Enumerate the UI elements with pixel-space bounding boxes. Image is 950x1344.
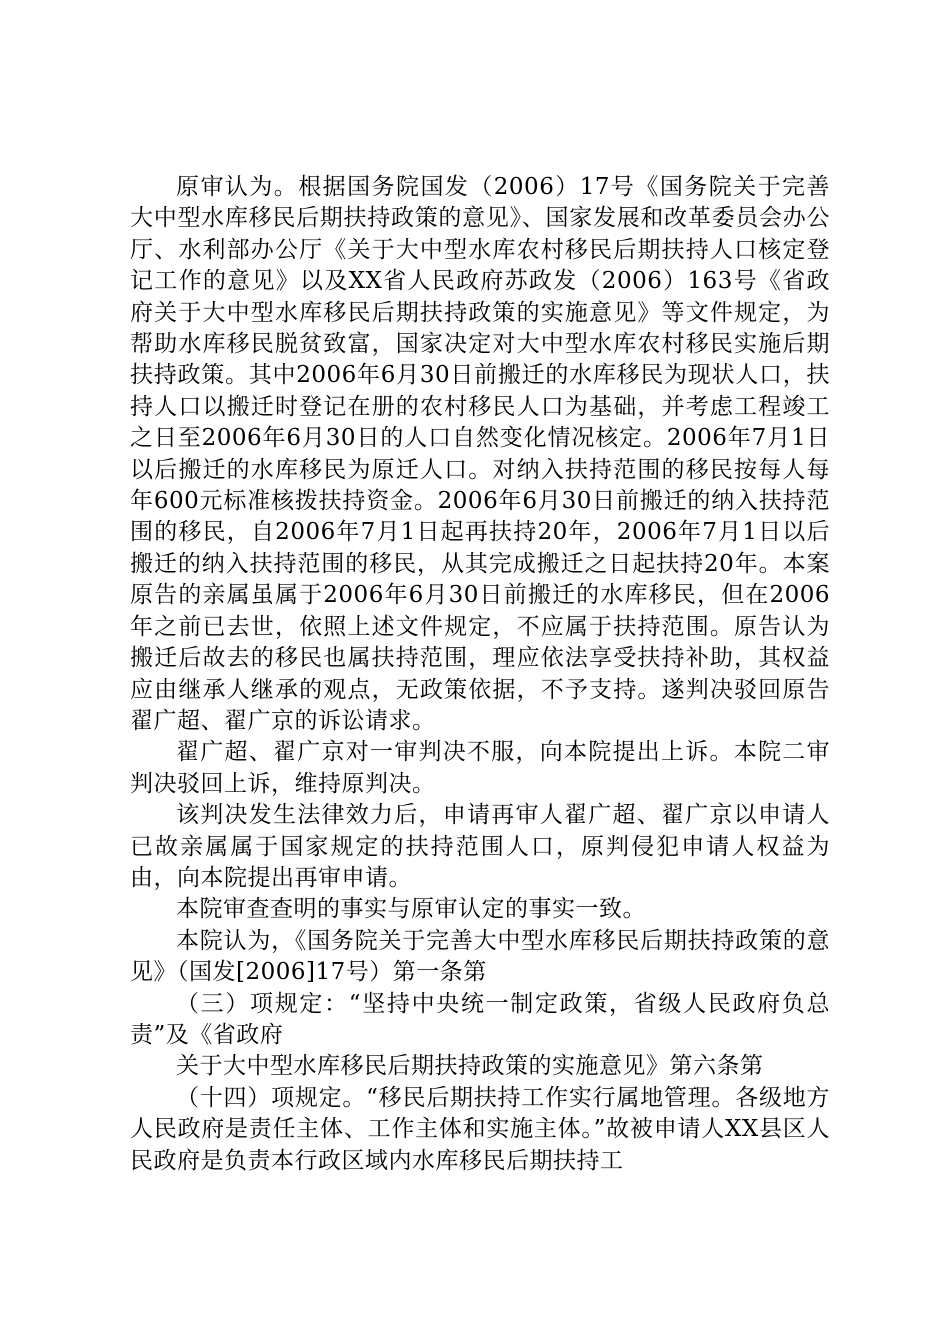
paragraph-clause-three: （三）项规定：“坚持中央统一制定政策，省级人民政府负总责”及《省政府	[130, 990, 830, 1048]
paragraph-court-opinion: 本院认为，《国务院关于完善大中型水库移民后期扶持政策的意见》（国发[2006]17号）第一条第	[130, 927, 830, 986]
paragraph-facts: 本院审查查明的事实与原审认定的事实一致。	[176, 896, 646, 923]
paragraph-retrial-application: 该判决发生法律效力后，申请再审人翟广超、翟广京以申请人已故亲属属于国家规定的扶持范围人口，原判侵犯申请人权益为由，向本院提出再审申请。	[130, 802, 830, 891]
paragraph-clause-fourteen: （十四）项规定。“移民后期扶持工作实行属地管理。各级地方人民政府是责任主体、工作主体和实施主体。”故被申请人XX县区人民政府是负责本行政区域内水库移民后期扶持工	[130, 1084, 830, 1174]
document-page	[130, 172, 830, 1177]
paragraph-provincial-opinion: 关于大中型水库移民后期扶持政策的实施意见》第六条第	[176, 1053, 764, 1080]
paragraph-original-judgment: 原审认为。根据国务院国发（2006）17号《国务院关于完善大中型水库移民后期扶持政策的意见》、国家发展和改革委员会办公厅、水利部办公厅《关于大中型水库农村移民后期扶持人口核定登记工作的意见》以及XX省人民政府苏政发（2006）163号《省政府关于大中型水库移民后期扶持政策的实施意见》等文件规定，为帮助水库移民脱贫致富，国家决定对大中型水库农村移民实施后期扶持政策。其中2006年6月30日前搬迁的水库移民为现状人口，扶持人口以搬迁时登记在册的农村移民人口为基础，并考虑工程竣工之日至2006年6月30日的人口自然变化情况核定。2006年7月1日以后搬迁的水库移民为原迁人口。对纳入扶持范围的移民按每人每年600元标准核拨扶持资金。2006年6月30日前搬迁的纳入扶持范围的移民，自2006年7月1日起再扶持20年，2006年7月1日以后搬迁的纳入扶持范围的移民，从其完成搬迁之日起扶持20年。本案原告的亲属虽属于2006年6月30日前搬迁的水库移民，但在2006年之前已去世，依照上述文件规定，不应属于扶持范围。原告认为搬迁后故去的移民也属扶持范围，理应依法享受扶持补助，其权益应由继承人继承的观点，无政策依据，不予支持。遂判决驳回原告翟广超、翟广京的诉讼请求。	[130, 174, 830, 734]
paragraph-appeal: 翟广超、翟广京对一审判决不服，向本院提出上诉。本院二审判决驳回上诉，维持原判决。	[130, 739, 830, 797]
